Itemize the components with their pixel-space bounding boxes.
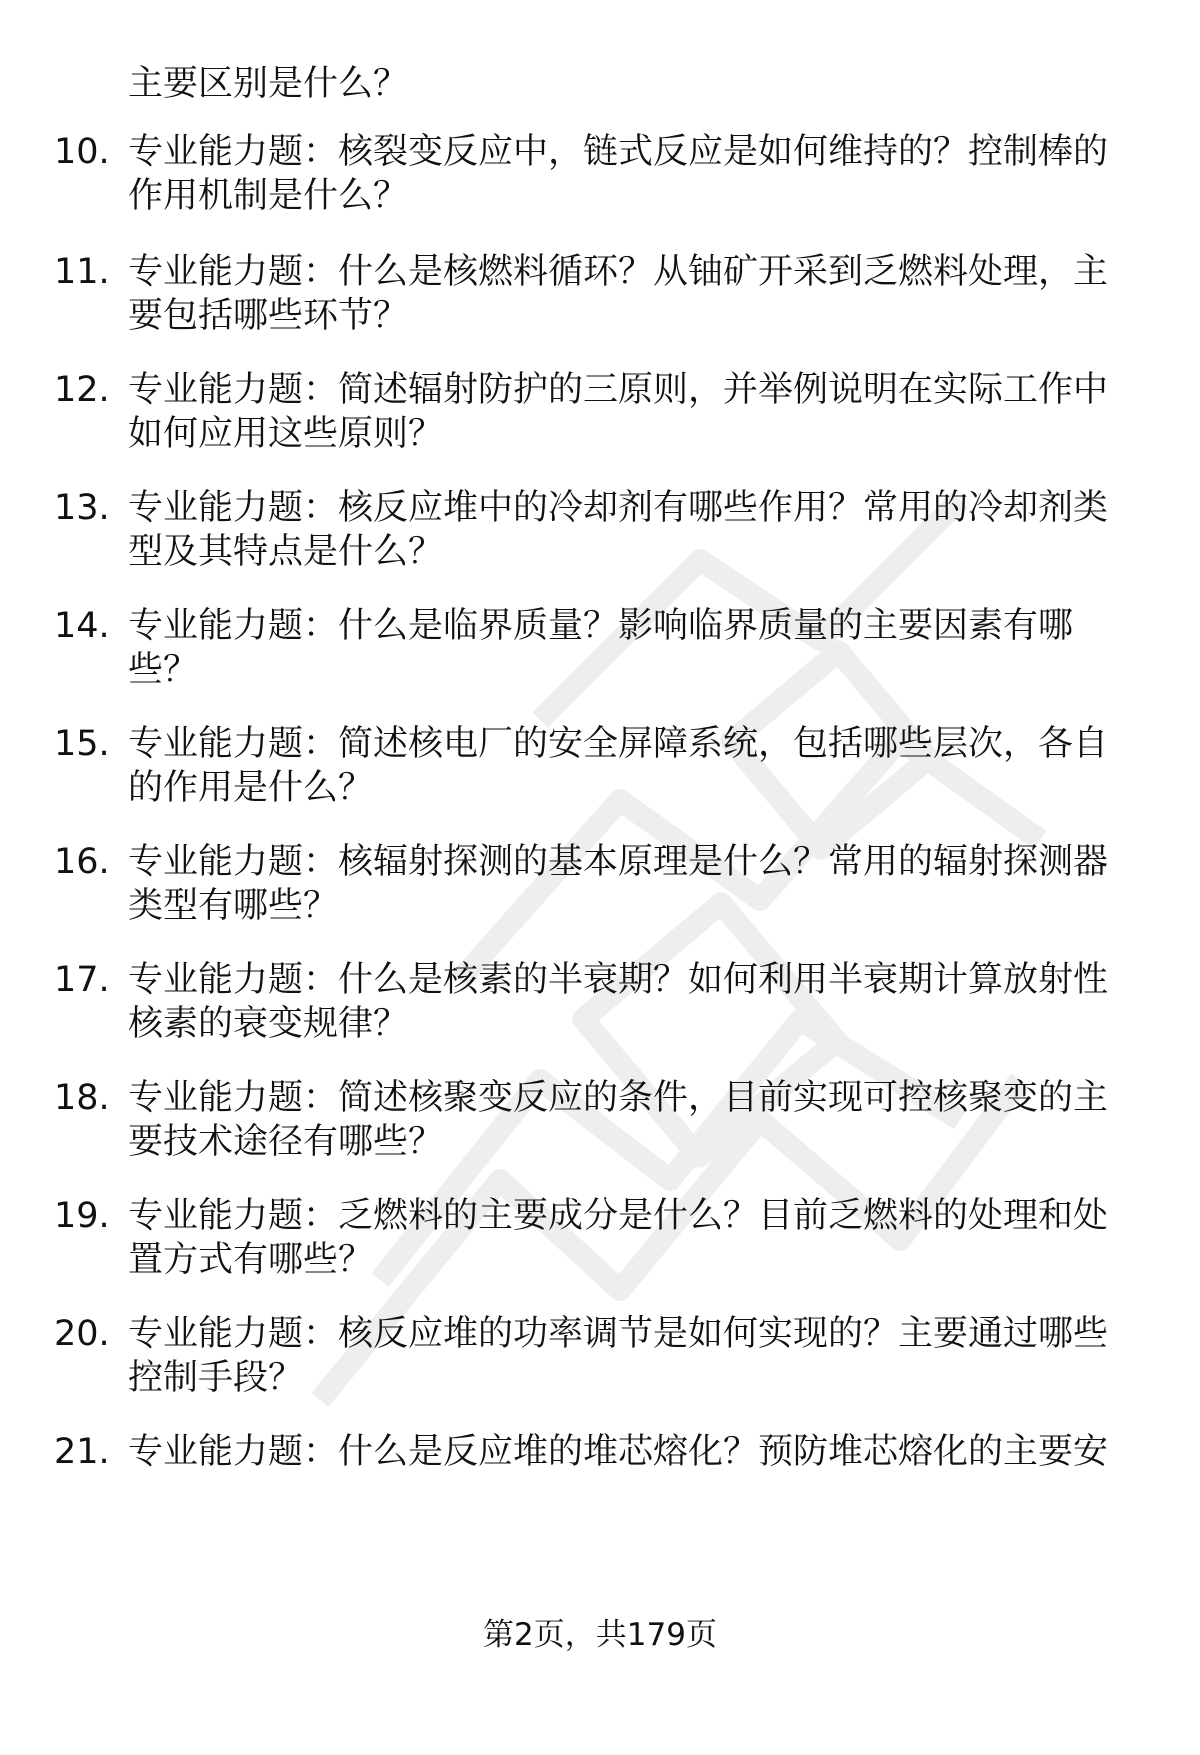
item-text-line1: 专业能力题：简述辐射防护的三原则，并举例说明在实际工作中 bbox=[128, 370, 1109, 410]
item-text-line2: 要技术途径有哪些？ bbox=[128, 1122, 444, 1162]
item-text-line1: 专业能力题：核裂变反应中，链式反应是如何维持的？控制棒的 bbox=[128, 132, 1109, 172]
item-text-line2: 置方式有哪些？ bbox=[128, 1240, 374, 1280]
item-number: 21. bbox=[54, 1432, 110, 1472]
item-number: 18. bbox=[54, 1078, 110, 1118]
item-text-line2: 型及其特点是什么？ bbox=[128, 532, 444, 572]
item-number: 13. bbox=[54, 488, 110, 528]
item-number: 11. bbox=[54, 252, 110, 292]
item-number: 12. bbox=[54, 370, 110, 410]
item-text-line2: 核素的衰变规律？ bbox=[128, 1004, 409, 1044]
item-text-line2: 要包括哪些环节？ bbox=[128, 296, 409, 336]
page-footer: 第2页，共179页 bbox=[483, 1617, 717, 1653]
item-text-line2: 作用机制是什么？ bbox=[128, 176, 409, 216]
item-text-line1: 专业能力题：什么是核燃料循环？从铀矿开采到乏燃料处理，主 bbox=[128, 252, 1109, 292]
item-text-line1: 专业能力题：核辐射探测的基本原理是什么？常用的辐射探测器 bbox=[128, 842, 1109, 882]
item-text-line1: 专业能力题：乏燃料的主要成分是什么？目前乏燃料的处理和处 bbox=[128, 1196, 1109, 1236]
item-text-line1: 专业能力题：什么是临界质量？影响临界质量的主要因素有哪 bbox=[128, 606, 1074, 646]
item-text-line2: 控制手段？ bbox=[128, 1358, 304, 1398]
item-text-line1: 专业能力题：简述核电厂的安全屏障系统，包括哪些层次，各自 bbox=[128, 724, 1109, 764]
item-text-line2: 些？ bbox=[128, 650, 199, 690]
item-number: 15. bbox=[54, 724, 110, 764]
item-text-line2: 类型有哪些？ bbox=[128, 886, 339, 926]
item-number: 20. bbox=[54, 1314, 110, 1354]
item-text-line1: 专业能力题：核反应堆中的冷却剂有哪些作用？常用的冷却剂类 bbox=[128, 488, 1109, 528]
item-number: 17. bbox=[54, 960, 110, 1000]
item-text-line1: 专业能力题：什么是反应堆的堆芯熔化？预防堆芯熔化的主要安 bbox=[128, 1432, 1109, 1472]
item-number: 14. bbox=[54, 606, 110, 646]
item-number: 10. bbox=[54, 132, 110, 172]
item-number: 19. bbox=[54, 1196, 110, 1236]
item-text-line1: 专业能力题：核反应堆的功率调节是如何实现的？主要通过哪些 bbox=[128, 1314, 1109, 1354]
item-number: 16. bbox=[54, 842, 110, 882]
item-text-line2: 的作用是什么？ bbox=[128, 768, 374, 808]
continuation-line: 主要区别是什么？ bbox=[128, 64, 409, 104]
item-text-line1: 专业能力题：什么是核素的半衰期？如何利用半衰期计算放射性 bbox=[128, 960, 1109, 1000]
item-text-line1: 专业能力题：简述核聚变反应的条件，目前实现可控核聚变的主 bbox=[128, 1078, 1109, 1118]
item-text-line2: 如何应用这些原则？ bbox=[128, 414, 444, 454]
